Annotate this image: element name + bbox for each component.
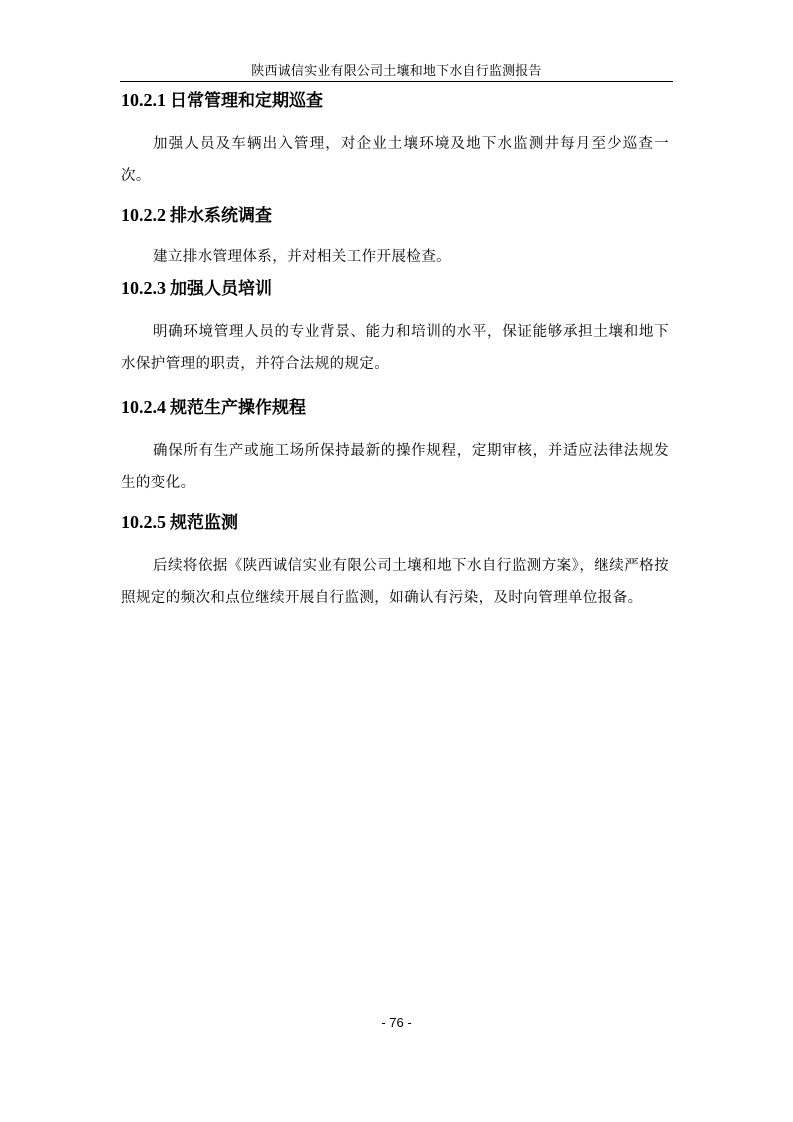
section-number: 10.2.3 <box>121 278 166 298</box>
section-body-10-2-5: 后续将依据《陕西诚信实业有限公司土壤和地下水自行监测方案》，继续严格按照规定的频次和点位继续开展自行监测，如确认有污染，及时向管理单位报备。 <box>121 558 669 606</box>
section-heading-10-2-4 <box>121 395 306 420</box>
running-header: 陕西诚信实业有限公司土壤和地下水自行监测报告 <box>251 64 542 79</box>
section-heading-10-2-2 <box>121 203 272 228</box>
section-title: 加强人员培训 <box>170 279 272 299</box>
section-title: 规范生产操作规程 <box>170 398 306 418</box>
section-heading-10-2-3 <box>121 276 272 301</box>
section-body-10-2-2: 建立排水管理体系，并对相关工作开展检查。 <box>153 249 451 265</box>
section-body-10-2-3: 明确环境管理人员的专业背景、能力和培训的水平，保证能够承担土壤和地下水保护管理的职责，并符合法规的规定。 <box>121 324 669 372</box>
section-number: 10.2.1 <box>121 90 166 110</box>
section-title: 规范监测 <box>170 513 238 533</box>
page-number: - 76 - <box>381 1015 412 1030</box>
section-heading-10-2-1 <box>121 88 323 113</box>
section-heading-10-2-5 <box>121 510 238 535</box>
section-number: 10.2.2 <box>121 205 166 225</box>
section-title: 排水系统调查 <box>170 206 272 226</box>
section-title: 日常管理和定期巡查 <box>170 91 323 111</box>
section-number: 10.2.5 <box>121 512 166 532</box>
section-body-10-2-4: 确保所有生产或施工场所保持最新的操作规程，定期审核，并适应法律法规发生的变化。 <box>121 443 669 491</box>
section-number: 10.2.4 <box>121 397 166 417</box>
section-body-10-2-1: 加强人员及车辆出入管理，对企业土壤环境及地下水监测井每月至少巡查一次。 <box>121 136 669 184</box>
header-rule <box>120 81 673 82</box>
